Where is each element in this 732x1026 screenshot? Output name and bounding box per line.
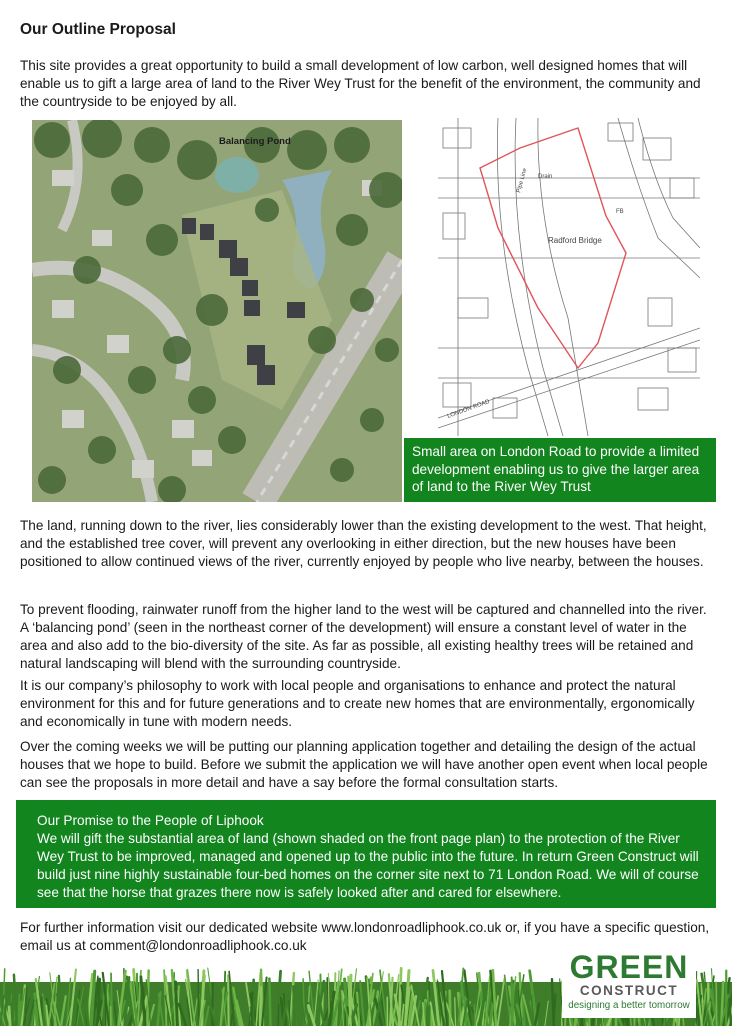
drain-label: Drain — [538, 174, 553, 180]
promise-title: Our Promise to the People of Liphook — [37, 813, 264, 828]
fb-label: FB — [616, 209, 624, 215]
green-construct-logo — [562, 948, 696, 1018]
balancing-pond-label: Balancing Pond — [219, 136, 291, 147]
site-plan-image — [32, 120, 402, 502]
location-map-image — [438, 118, 700, 436]
paragraph-planning: Over the coming weeks we will be putting our planning application together and detailing the design of the actual houses that we hope to build. Before we submit the application we will have another open event when local people can see the proposals in more detail and have a say before the formal consultation starts. — [20, 739, 708, 790]
pipeline-label: Pipe Line — [516, 167, 529, 194]
logo-tagline: designing a better tomorrow — [568, 1000, 690, 1011]
paragraph-philosophy: It is our company’s philosophy to work with local people and organisations to enhance and protect the natural environment for this and for future generations and to create new homes that are environmentally, ergonomically and economically in tune with modern needs. — [20, 678, 695, 729]
map-caption: Small area on London Road to provide a limited development enabling us to give the larger area of land to the River Wey Trust — [404, 438, 716, 502]
paragraph-flooding: To prevent flooding, rainwater runoff from the higher land to the west will be captured and channelled into the river. A ‘balancing pond’ (seen in the northeast corner of the development) will ensure a constant level of water in the area and also add to the bio-diversity of the site. As far as possible, all existing healthy trees will be retained and natural landscaping will blend with the surrounding countryside. — [20, 602, 707, 671]
footer-contact: For further information visit our dedicated website www.londonroadliphook.co.uk or, if you have a specific question, email us at comment@londonroadliphook.co.uk — [20, 920, 710, 953]
radford-bridge-label: Radford Bridge — [548, 236, 602, 245]
street-label: LONDON ROAD — [446, 398, 491, 420]
intro-paragraph: This site provides a great opportunity to build a small development of low carbon, well designed homes that will enable us to gift a large area of land to the River Wey Trust for the benefit of the environment, the community and the countryside to be enjoyed by all. — [20, 58, 701, 109]
logo-word-green: GREEN — [569, 949, 689, 985]
paragraph-land: The land, running down to the river, lies considerably lower than the existing development to the west. That height, and the established tree cover, will prevent any overlooking in either direction, but the new houses have been positioned to allow continued views of the river, currently enjoyed by people who live nearby, between the houses. — [20, 518, 707, 569]
promise-box — [16, 800, 716, 908]
logo-word-construct: CONSTRUCT — [579, 983, 679, 998]
page-title: Our Outline Proposal — [20, 21, 176, 38]
promise-body: We will gift the substantial area of land (shown shaded on the front page plan) to the protection of the River Wey Trust to be improved, managed and opened up to the public into the future. In return Green Construct will build just nine highly sustainable four-bed homes on the corner site next to 71 London Road. We will of course see that the horse that grazes there now is safely looked after and cared for elsewhere. — [37, 831, 699, 900]
